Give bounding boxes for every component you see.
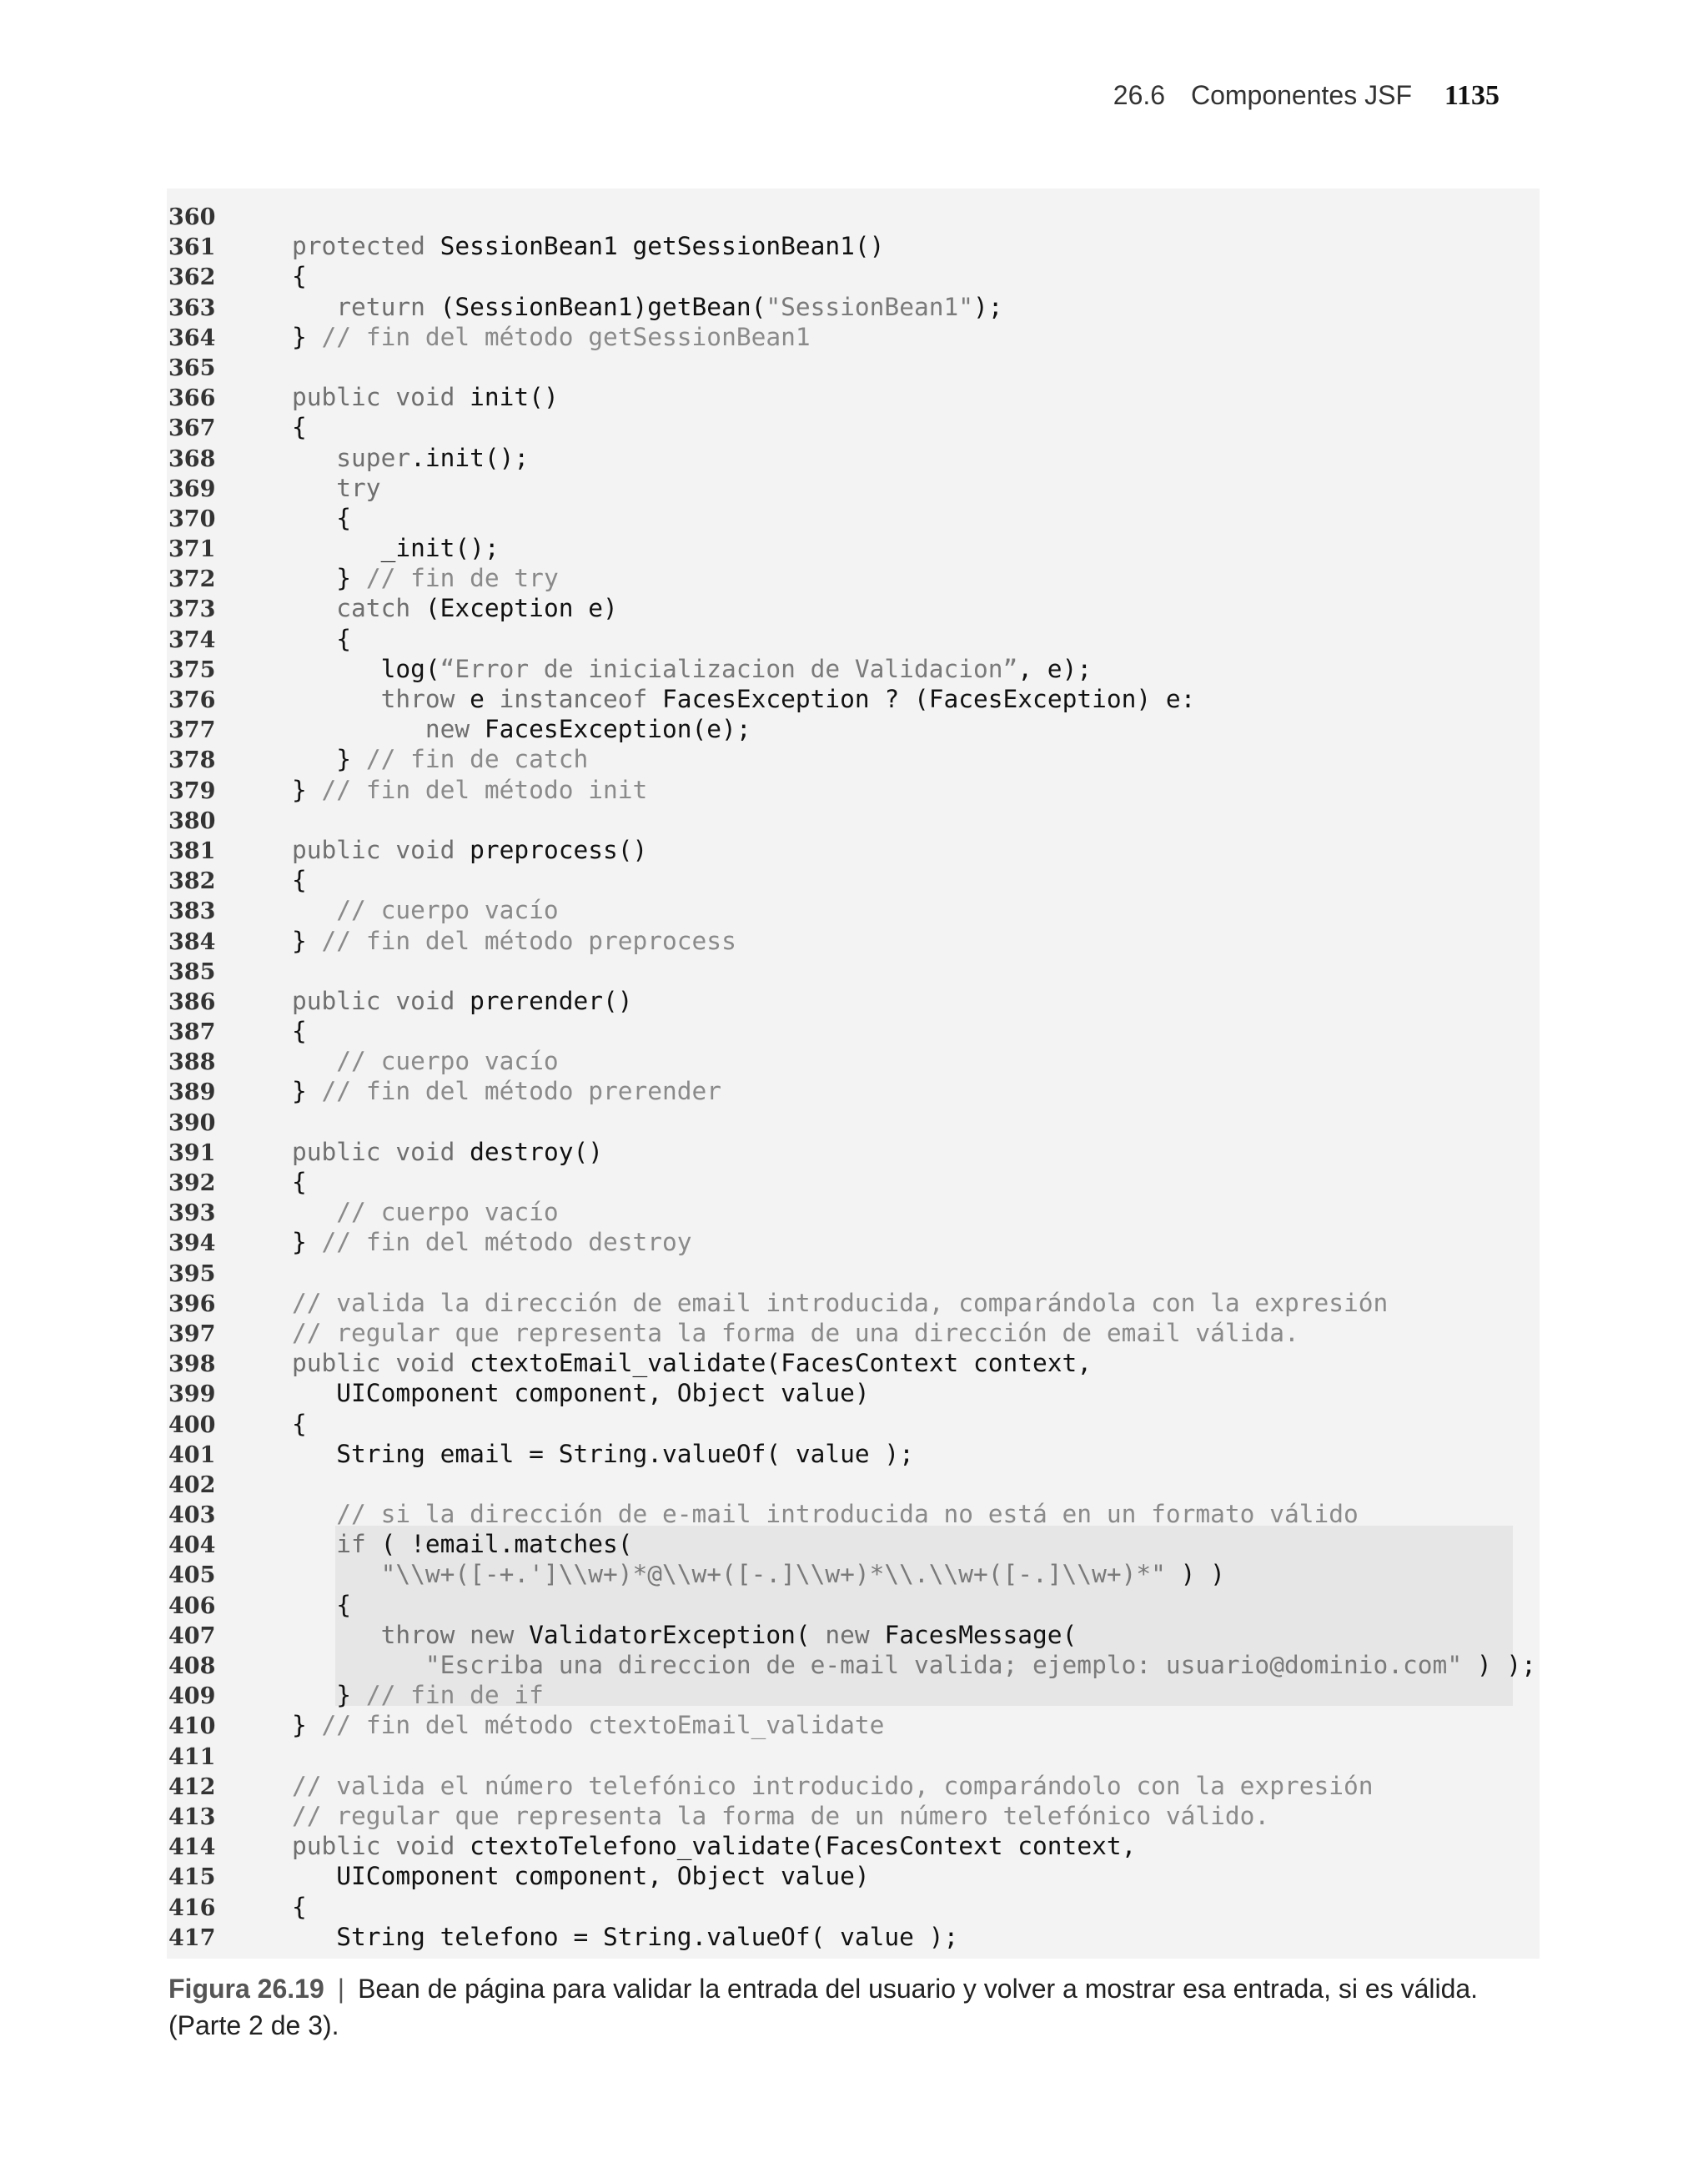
code-text [292, 1197, 559, 1227]
caption-text: Bean de página para validar la entrada del usuario y volver a mostrar esa entrada, si es válida. [358, 1974, 1479, 2004]
code-token: { [292, 624, 352, 653]
code-comment: // cuerpo vacío [292, 1047, 559, 1076]
code-line [167, 1409, 1540, 1439]
line-number: 381 [168, 837, 216, 864]
code-line [167, 1650, 1540, 1680]
code-keyword: catch [292, 594, 425, 623]
code-text [292, 322, 811, 352]
line-number: 397 [168, 1320, 216, 1347]
code-line [167, 1439, 1540, 1469]
code-token: { [292, 1168, 307, 1196]
code-line [167, 1892, 1540, 1922]
code-line [167, 382, 1540, 412]
line-number: 362 [168, 264, 216, 291]
code-token: { [292, 503, 352, 532]
code-keyword: protected [292, 232, 440, 261]
code-line [167, 805, 1540, 835]
line-number: 361 [168, 234, 216, 261]
code-text [292, 1227, 692, 1257]
code-text [292, 865, 307, 895]
code-keyword: public void [292, 1832, 470, 1861]
code-text [292, 1409, 307, 1439]
line-number: 374 [168, 626, 216, 653]
code-keyword: super [292, 443, 411, 472]
line-number: 403 [168, 1502, 216, 1529]
code-comment: // si la dirección de e-mail introducida no está en un formato válido [292, 1500, 1359, 1529]
code-line [167, 593, 1540, 623]
code-text [292, 1439, 914, 1469]
line-number: 376 [168, 687, 216, 713]
code-comment: // fin de if [365, 1681, 544, 1710]
line-number: 408 [168, 1653, 216, 1679]
code-text [292, 1650, 1536, 1680]
code-line [167, 865, 1540, 895]
code-token: { [292, 1590, 352, 1619]
code-keyword: new [292, 715, 485, 744]
code-string: “Error de inicializacion de Validacion” [440, 654, 1018, 683]
code-token: log( [292, 654, 440, 683]
line-number: 382 [168, 868, 216, 895]
code-line [167, 352, 1540, 382]
code-text [292, 1167, 307, 1197]
line-number: 383 [168, 898, 216, 925]
code-token: (Exception e) [424, 594, 618, 623]
code-line [167, 835, 1540, 865]
line-number: 370 [168, 506, 216, 532]
code-token: } [292, 564, 366, 593]
line-number: 388 [168, 1049, 216, 1076]
line-number: 402 [168, 1471, 216, 1498]
line-number: 411 [168, 1743, 216, 1770]
code-line [167, 624, 1540, 654]
code-token: ctextoEmail_validate(FacesContext context, [470, 1349, 1093, 1378]
code-token: { [292, 262, 307, 291]
code-keyword: throw new [292, 1620, 530, 1649]
line-number: 369 [168, 475, 216, 502]
line-number: 398 [168, 1351, 216, 1378]
code-line [167, 1016, 1540, 1046]
code-line [167, 412, 1540, 442]
code-text [292, 986, 633, 1016]
code-keyword: public void [292, 835, 470, 864]
line-number: 379 [168, 777, 216, 804]
code-line [167, 714, 1540, 744]
code-line [167, 684, 1540, 714]
code-comment: // valida la dirección de email introducida, comparándola con la expresión [292, 1288, 1389, 1317]
line-number: 399 [168, 1381, 216, 1408]
code-line [167, 956, 1540, 986]
section-title: Componentes JSF [1190, 80, 1412, 110]
line-number: 375 [168, 656, 216, 683]
code-token: } [292, 322, 322, 351]
code-text [292, 412, 307, 442]
code-line [167, 1197, 1540, 1227]
code-text [292, 563, 559, 593]
code-text [292, 926, 736, 956]
line-number: 373 [168, 596, 216, 623]
code-line [167, 1680, 1540, 1710]
line-number: 378 [168, 747, 216, 774]
code-token: ); [973, 292, 1003, 321]
line-number: 393 [168, 1200, 216, 1227]
code-text [292, 835, 647, 865]
code-token: } [292, 775, 322, 804]
code-keyword: instanceof [499, 685, 663, 713]
caption-part: (Parte 2 de 3). [168, 2010, 339, 2040]
code-text [292, 1892, 307, 1922]
code-keyword: public void [292, 986, 470, 1015]
line-number: 413 [168, 1803, 216, 1830]
line-number: 416 [168, 1894, 216, 1921]
line-number: 404 [168, 1532, 216, 1559]
code-line [167, 231, 1540, 261]
code-text [292, 1378, 870, 1408]
line-number: 380 [168, 807, 216, 834]
code-token: ( !email.matches( [380, 1530, 633, 1559]
code-token: ctextoTelefono_validate(FacesContext context, [470, 1832, 1137, 1861]
code-token: FacesMessage( [884, 1620, 1078, 1649]
code-line [167, 1288, 1540, 1318]
code-token: ValidatorException( [529, 1620, 826, 1649]
code-text [292, 503, 351, 533]
line-number: 394 [168, 1230, 216, 1257]
code-line [167, 895, 1540, 925]
code-line [167, 1076, 1540, 1106]
code-line [167, 1620, 1540, 1650]
code-token: FacesException(e); [484, 715, 751, 744]
code-token: { [292, 413, 307, 442]
code-line [167, 322, 1540, 352]
code-text [292, 473, 381, 503]
code-line [167, 1167, 1540, 1197]
code-keyword: if [292, 1530, 381, 1559]
code-text [292, 1288, 1388, 1318]
code-token: } [292, 1228, 322, 1257]
code-text [292, 1680, 544, 1710]
code-text [292, 744, 588, 774]
code-comment: // fin del método prerender [321, 1077, 722, 1106]
line-number: 391 [168, 1139, 216, 1166]
code-text [292, 443, 529, 473]
code-token: .init(); [410, 443, 530, 472]
line-number: 406 [168, 1592, 216, 1619]
code-line [167, 443, 1540, 473]
code-line [167, 292, 1540, 322]
code-token: ) ); [1462, 1651, 1536, 1679]
code-text [292, 1801, 1269, 1831]
code-text [292, 895, 559, 925]
line-number: 385 [168, 958, 216, 985]
running-head [1113, 80, 1500, 112]
line-number: 365 [168, 355, 216, 381]
code-text [292, 1559, 1225, 1589]
code-text [292, 1831, 1136, 1861]
code-line [167, 1227, 1540, 1257]
code-token: UIComponent component, Object value) [292, 1862, 870, 1891]
line-number: 400 [168, 1411, 216, 1438]
code-comment: // fin del método ctextoEmail_validate [321, 1711, 885, 1740]
code-token: destroy() [470, 1137, 603, 1166]
code-token: { [292, 1017, 307, 1046]
line-number: 387 [168, 1019, 216, 1046]
code-text [292, 261, 307, 291]
line-number: 360 [168, 204, 216, 230]
line-number: 367 [168, 415, 216, 442]
code-line [167, 1801, 1540, 1831]
code-comment: // regular que representa la forma de un número telefónico válido. [292, 1801, 1270, 1830]
code-token: { [292, 1409, 307, 1438]
code-text [292, 1861, 870, 1891]
code-token: } [292, 926, 322, 955]
section-number: 26.6 [1113, 80, 1166, 110]
code-keyword: public void [292, 1349, 470, 1378]
code-token: } [292, 1077, 322, 1106]
code-text [292, 1529, 633, 1559]
code-keyword: new [825, 1620, 885, 1649]
code-text [292, 1620, 1077, 1650]
code-line [167, 1529, 1540, 1559]
code-token: , e); [1017, 654, 1093, 683]
code-line [167, 1258, 1540, 1288]
code-token: FacesException ? (FacesException) e: [662, 685, 1196, 713]
code-line [167, 503, 1540, 533]
code-token: } [292, 745, 366, 774]
code-text [292, 624, 351, 654]
code-token: prerender() [470, 986, 633, 1015]
code-keyword: return [292, 292, 440, 321]
code-text [292, 231, 884, 261]
code-line [167, 1831, 1540, 1861]
code-token: String telefono = String.valueOf( value ); [292, 1922, 959, 1951]
code-token: _init(); [292, 534, 500, 563]
code-comment: // cuerpo vacío [292, 896, 559, 925]
code-text [292, 1016, 307, 1046]
code-comment: // fin del método init [321, 775, 648, 804]
code-text [292, 1590, 351, 1620]
code-line [167, 261, 1540, 291]
code-line [167, 1107, 1540, 1137]
code-comment: // fin del método preprocess [321, 926, 736, 955]
code-comment: // cuerpo vacío [292, 1198, 559, 1227]
line-number: 410 [168, 1713, 216, 1740]
line-number: 392 [168, 1170, 216, 1196]
code-line [167, 1922, 1540, 1952]
line-number: 372 [168, 566, 216, 593]
line-number: 414 [168, 1834, 216, 1861]
line-number: 371 [168, 536, 216, 563]
line-number: 384 [168, 928, 216, 955]
line-number: 364 [168, 324, 216, 351]
code-string: "\\w+([-+.']\\w+)*@\\w+([-.]\\w+)*\\.\\w+([-.]\\w+)*" [292, 1560, 1166, 1589]
code-token: { [292, 1892, 307, 1921]
code-comment: // fin de catch [365, 745, 589, 774]
code-line [167, 533, 1540, 563]
code-line [167, 201, 1540, 231]
line-number: 407 [168, 1622, 216, 1649]
line-number: 366 [168, 385, 216, 412]
code-text [292, 714, 751, 744]
code-text [292, 1771, 1374, 1801]
code-keyword: public void [292, 1137, 470, 1166]
code-line [167, 1771, 1540, 1801]
figure-caption [168, 1970, 1536, 2044]
code-line [167, 1046, 1540, 1076]
code-token: String email = String.valueOf( value ); [292, 1439, 914, 1468]
line-number: 390 [168, 1109, 216, 1136]
code-line [167, 1378, 1540, 1408]
code-text [292, 593, 618, 623]
code-line [167, 1590, 1540, 1620]
code-line [167, 1469, 1540, 1499]
line-number: 363 [168, 294, 216, 321]
line-number: 415 [168, 1864, 216, 1891]
code-token: UIComponent component, Object value) [292, 1379, 870, 1408]
code-line [167, 473, 1540, 503]
code-line [167, 1861, 1540, 1891]
code-keyword: throw [292, 685, 470, 713]
code-line [167, 1710, 1540, 1740]
line-number: 386 [168, 988, 216, 1015]
code-string: "SessionBean1" [766, 292, 973, 321]
caption-separator: | [337, 1974, 345, 2004]
code-token: ) ) [1165, 1560, 1225, 1589]
code-line [167, 1499, 1540, 1529]
line-number: 396 [168, 1290, 216, 1317]
line-number: 405 [168, 1562, 216, 1589]
code-line [167, 654, 1540, 684]
code-token: SessionBean1 getSessionBean1() [440, 232, 885, 261]
code-token: { [292, 866, 307, 895]
line-number: 401 [168, 1441, 216, 1468]
line-number: 377 [168, 717, 216, 744]
code-text [292, 775, 647, 805]
code-text [292, 292, 1003, 322]
code-string: "Escriba una direccion de e-mail valida; ejemplo: usuario@dominio.com" [292, 1651, 1463, 1679]
line-number: 412 [168, 1773, 216, 1800]
page-number: 1135 [1444, 80, 1500, 111]
code-token: e [470, 685, 500, 713]
code-comment: // fin de try [365, 564, 559, 593]
code-line [167, 1559, 1540, 1589]
code-token: } [292, 1681, 366, 1710]
code-comment: // fin del método destroy [321, 1228, 692, 1257]
code-token: (SessionBean1)getBean( [440, 292, 766, 321]
line-number: 389 [168, 1079, 216, 1106]
code-text [292, 1076, 721, 1106]
code-text [292, 382, 559, 412]
code-line [167, 1348, 1540, 1378]
code-line [167, 926, 1540, 956]
code-token: preprocess() [470, 835, 648, 864]
code-token: init() [470, 383, 559, 412]
line-number: 409 [168, 1683, 216, 1710]
code-line [167, 1318, 1540, 1348]
line-number: 395 [168, 1260, 216, 1287]
code-text [292, 684, 1195, 714]
code-text [292, 654, 1092, 684]
code-comment: // regular que representa la forma de una dirección de email válida. [292, 1318, 1299, 1347]
code-text [292, 533, 500, 563]
code-listing [167, 201, 1540, 1952]
figure-label: Figura 26.19 [168, 1974, 324, 2004]
code-comment: // valida el número telefónico introducido, comparándolo con la expresión [292, 1771, 1374, 1800]
code-keyword: public void [292, 383, 470, 412]
code-line [167, 563, 1540, 593]
line-number: 417 [168, 1924, 216, 1951]
code-line [167, 775, 1540, 805]
code-line [167, 1137, 1540, 1167]
code-text [292, 1318, 1299, 1348]
line-number: 368 [168, 445, 216, 472]
code-line [167, 1741, 1540, 1771]
code-text [292, 1348, 1092, 1378]
code-text [292, 1710, 884, 1740]
code-text [292, 1922, 958, 1952]
code-line [167, 986, 1540, 1016]
code-text [292, 1499, 1359, 1529]
code-text [292, 1046, 559, 1076]
code-text [292, 1137, 603, 1167]
code-token: } [292, 1711, 322, 1740]
code-line [167, 744, 1540, 774]
code-keyword: try [292, 473, 381, 502]
code-comment: // fin del método getSessionBean1 [321, 322, 811, 351]
